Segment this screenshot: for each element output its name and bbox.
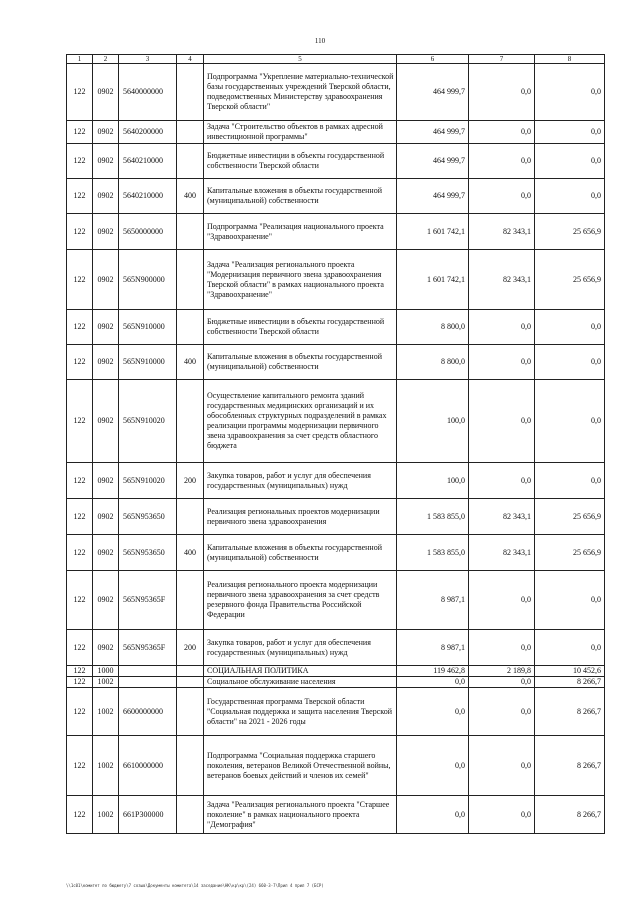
cell-amount-2: 2 189,8 (469, 666, 535, 677)
cell-expense-type (177, 64, 204, 121)
cell-amount-3: 8 266,7 (535, 688, 605, 736)
cell-admin-code: 122 (67, 179, 93, 214)
cell-amount-3: 0,0 (535, 463, 605, 499)
header-row (67, 55, 605, 64)
cell-amount-2: 0,0 (469, 796, 535, 834)
cell-amount-2: 0,0 (469, 688, 535, 736)
cell-admin-code: 122 (67, 144, 93, 179)
cell-description: Подпрограмма "Укрепление материально-технической базы государственных учреждений Тверской области, подведомственных Министерству здравоохранения Тверской области" (204, 64, 397, 121)
cell-expense-type (177, 736, 204, 796)
cell-section-code: 1000 (93, 666, 119, 677)
cell-amount-3: 0,0 (535, 630, 605, 666)
cell-section-code: 0902 (93, 64, 119, 121)
cell-expense-type (177, 121, 204, 144)
cell-amount-1: 1 583 855,0 (397, 499, 469, 535)
cell-amount-3: 25 656,9 (535, 535, 605, 571)
cell-description: Реализация региональных проектов модернизации первичного звена здравоохранения (204, 499, 397, 535)
cell-expense-type (177, 666, 204, 677)
cell-amount-2: 0,0 (469, 571, 535, 630)
cell-admin-code: 122 (67, 499, 93, 535)
cell-expense-type (177, 796, 204, 834)
cell-amount-3: 25 656,9 (535, 499, 605, 535)
header-cell: 4 (177, 55, 204, 64)
cell-amount-1: 0,0 (397, 736, 469, 796)
cell-expense-type (177, 380, 204, 463)
cell-target-article: 5640000000 (119, 64, 177, 121)
cell-section-code: 0902 (93, 499, 119, 535)
cell-target-article: 5650000000 (119, 214, 177, 250)
cell-amount-1: 464 999,7 (397, 64, 469, 121)
cell-amount-1: 119 462,8 (397, 666, 469, 677)
cell-amount-2: 82 343,1 (469, 535, 535, 571)
cell-expense-type (177, 310, 204, 345)
table-row (67, 380, 605, 463)
cell-description: Подпрограмма "Реализация национального проекта "Здравоохранение" (204, 214, 397, 250)
cell-amount-2: 0,0 (469, 380, 535, 463)
cell-expense-type (177, 571, 204, 630)
header-cell: 2 (93, 55, 119, 64)
cell-target-article: 6600000000 (119, 688, 177, 736)
cell-admin-code: 122 (67, 571, 93, 630)
cell-expense-type: 400 (177, 535, 204, 571)
cell-amount-3: 0,0 (535, 144, 605, 179)
cell-description: Осуществление капитального ремонта зданий государственных медицинских организаций и их обособленных структурных подразделений в рамках реализации программы модернизации первичного звена здравоохранения за счет средств областного бюджета (204, 380, 397, 463)
cell-amount-3: 0,0 (535, 571, 605, 630)
cell-amount-1: 8 987,1 (397, 630, 469, 666)
header-cell: 1 (67, 55, 93, 64)
cell-expense-type (177, 250, 204, 310)
cell-admin-code: 122 (67, 630, 93, 666)
table-row (67, 121, 605, 144)
cell-amount-2: 0,0 (469, 463, 535, 499)
cell-amount-3: 8 266,7 (535, 736, 605, 796)
cell-amount-3: 0,0 (535, 345, 605, 380)
table-row (67, 796, 605, 834)
cell-admin-code: 122 (67, 250, 93, 310)
cell-description: Государственная программа Тверской области "Социальная поддержка и защита населения Тверской области" на 2021 - 2026 годы (204, 688, 397, 736)
cell-amount-2: 82 343,1 (469, 214, 535, 250)
cell-description: Бюджетные инвестиции в объекты государственной собственности Тверской области (204, 144, 397, 179)
table-row (67, 666, 605, 677)
cell-description: Задача "Строительство объектов в рамках адресной инвестиционной программы" (204, 121, 397, 144)
cell-expense-type (177, 677, 204, 688)
cell-amount-2: 0,0 (469, 310, 535, 345)
cell-admin-code: 122 (67, 666, 93, 677)
cell-expense-type (177, 214, 204, 250)
cell-admin-code: 122 (67, 796, 93, 834)
cell-target-article: 565N910020 (119, 380, 177, 463)
table-row (67, 688, 605, 736)
cell-expense-type (177, 144, 204, 179)
cell-section-code: 0902 (93, 310, 119, 345)
cell-amount-1: 1 583 855,0 (397, 535, 469, 571)
cell-admin-code: 122 (67, 310, 93, 345)
cell-amount-2: 0,0 (469, 121, 535, 144)
cell-amount-1: 8 800,0 (397, 345, 469, 380)
cell-description: Реализация регионального проекта модернизации первичного звена здравоохранения за счет средств резервного фонда Правительства Российской Федерации (204, 571, 397, 630)
cell-admin-code: 122 (67, 688, 93, 736)
cell-amount-2: 0,0 (469, 630, 535, 666)
cell-amount-3: 25 656,9 (535, 250, 605, 310)
cell-amount-1: 100,0 (397, 380, 469, 463)
cell-section-code: 0902 (93, 535, 119, 571)
table-row (67, 64, 605, 121)
cell-description: СОЦИАЛЬНАЯ ПОЛИТИКА (204, 666, 397, 677)
cell-target-article: 5640200000 (119, 121, 177, 144)
cell-target-article: 5640210000 (119, 144, 177, 179)
cell-section-code: 0902 (93, 380, 119, 463)
cell-expense-type: 400 (177, 179, 204, 214)
cell-amount-2: 0,0 (469, 64, 535, 121)
cell-amount-3: 8 266,7 (535, 796, 605, 834)
header-cell: 3 (119, 55, 177, 64)
page-number: 110 (314, 37, 326, 45)
cell-section-code: 0902 (93, 630, 119, 666)
cell-amount-2: 0,0 (469, 345, 535, 380)
cell-section-code: 0902 (93, 144, 119, 179)
cell-amount-1: 464 999,7 (397, 121, 469, 144)
cell-section-code: 0902 (93, 463, 119, 499)
cell-target-article: 5640210000 (119, 179, 177, 214)
table-row (67, 144, 605, 179)
cell-section-code: 0902 (93, 121, 119, 144)
table-row (67, 736, 605, 796)
cell-amount-1: 100,0 (397, 463, 469, 499)
cell-target-article: 565N910000 (119, 310, 177, 345)
table-row (67, 179, 605, 214)
header-cell: 8 (535, 55, 605, 64)
cell-amount-1: 0,0 (397, 677, 469, 688)
cell-target-article: 661P300000 (119, 796, 177, 834)
cell-admin-code: 122 (67, 535, 93, 571)
table-row (67, 214, 605, 250)
cell-section-code: 0902 (93, 345, 119, 380)
cell-target-article: 565N900000 (119, 250, 177, 310)
table-row (67, 463, 605, 499)
cell-section-code: 1002 (93, 677, 119, 688)
cell-amount-1: 8 800,0 (397, 310, 469, 345)
cell-amount-1: 0,0 (397, 688, 469, 736)
cell-amount-2: 0,0 (469, 677, 535, 688)
cell-amount-2: 0,0 (469, 144, 535, 179)
table-row (67, 250, 605, 310)
header-cell: 7 (469, 55, 535, 64)
cell-expense-type (177, 499, 204, 535)
cell-expense-type: 200 (177, 463, 204, 499)
table-row (67, 499, 605, 535)
cell-amount-1: 464 999,7 (397, 144, 469, 179)
cell-admin-code: 122 (67, 463, 93, 499)
cell-amount-3: 0,0 (535, 310, 605, 345)
cell-amount-2: 0,0 (469, 179, 535, 214)
cell-section-code: 1002 (93, 796, 119, 834)
cell-amount-2: 0,0 (469, 736, 535, 796)
cell-description: Подпрограмма "Социальная поддержка старшего поколения, ветеранов Великой Отечественной войны, ветеранов боевых действий и членов их семей" (204, 736, 397, 796)
header-cell: 5 (204, 55, 397, 64)
cell-section-code: 0902 (93, 214, 119, 250)
table-row (67, 535, 605, 571)
cell-description: Бюджетные инвестиции в объекты государственной собственности Тверской области (204, 310, 397, 345)
table-row (67, 345, 605, 380)
cell-section-code: 1002 (93, 688, 119, 736)
cell-target-article: 565N910020 (119, 463, 177, 499)
cell-expense-type: 400 (177, 345, 204, 380)
cell-target-article: 565N910000 (119, 345, 177, 380)
cell-description: Задача "Реализация регионального проекта "Старшее поколение" в рамках национального проекта "Демография" (204, 796, 397, 834)
budget-table (66, 54, 605, 834)
cell-expense-type: 200 (177, 630, 204, 666)
cell-description: Капитальные вложения в объекты государственной (муниципальной) собственности (204, 179, 397, 214)
cell-amount-2: 82 343,1 (469, 499, 535, 535)
cell-admin-code: 122 (67, 64, 93, 121)
cell-amount-3: 0,0 (535, 64, 605, 121)
cell-admin-code: 122 (67, 214, 93, 250)
cell-admin-code: 122 (67, 380, 93, 463)
cell-amount-3: 0,0 (535, 179, 605, 214)
cell-target-article: 565N953650 (119, 535, 177, 571)
cell-section-code: 0902 (93, 179, 119, 214)
cell-amount-3: 25 656,9 (535, 214, 605, 250)
cell-section-code: 0902 (93, 571, 119, 630)
cell-section-code: 0902 (93, 250, 119, 310)
cell-target-article (119, 666, 177, 677)
table-row (67, 310, 605, 345)
cell-amount-1: 464 999,7 (397, 179, 469, 214)
cell-admin-code: 122 (67, 345, 93, 380)
cell-description: Закупка товаров, работ и услуг для обеспечения государственных (муниципальных) нужд (204, 630, 397, 666)
cell-target-article: 6610000000 (119, 736, 177, 796)
cell-target-article: 565N95365F (119, 571, 177, 630)
cell-amount-2: 82 343,1 (469, 250, 535, 310)
cell-description: Социальное обслуживание населения (204, 677, 397, 688)
cell-target-article: 565N95365F (119, 630, 177, 666)
cell-description: Капитальные вложения в объекты государственной (муниципальной) собственности (204, 345, 397, 380)
table-row (67, 571, 605, 630)
table-row (67, 677, 605, 688)
cell-section-code: 1002 (93, 736, 119, 796)
cell-description: Задача "Реализация регионального проекта "Модернизация первичного звена здравоохранения Тверской области" в рамках национального проекта "Здравоохранение" (204, 250, 397, 310)
cell-target-article: 565N953650 (119, 499, 177, 535)
cell-admin-code: 122 (67, 736, 93, 796)
cell-admin-code: 122 (67, 121, 93, 144)
cell-description: Закупка товаров, работ и услуг для обеспечения государственных (муниципальных) нужд (204, 463, 397, 499)
cell-amount-3: 10 452,6 (535, 666, 605, 677)
cell-amount-3: 0,0 (535, 380, 605, 463)
cell-amount-1: 0,0 (397, 796, 469, 834)
cell-amount-1: 8 987,1 (397, 571, 469, 630)
cell-target-article (119, 677, 177, 688)
cell-amount-3: 8 266,7 (535, 677, 605, 688)
cell-amount-3: 0,0 (535, 121, 605, 144)
cell-amount-1: 1 601 742,1 (397, 214, 469, 250)
footer-file-path: \\1c01\комитет по бюджету\7 созыв\Документы комитета\14 заседание\НК\кр\кр\(24) 660-3-7\Прил 4 прил 7 (БСР) (66, 883, 324, 888)
table-row (67, 630, 605, 666)
header-cell: 6 (397, 55, 469, 64)
cell-expense-type (177, 688, 204, 736)
cell-description: Капитальные вложения в объекты государственной (муниципальной) собственности (204, 535, 397, 571)
cell-amount-1: 1 601 742,1 (397, 250, 469, 310)
cell-admin-code: 122 (67, 677, 93, 688)
